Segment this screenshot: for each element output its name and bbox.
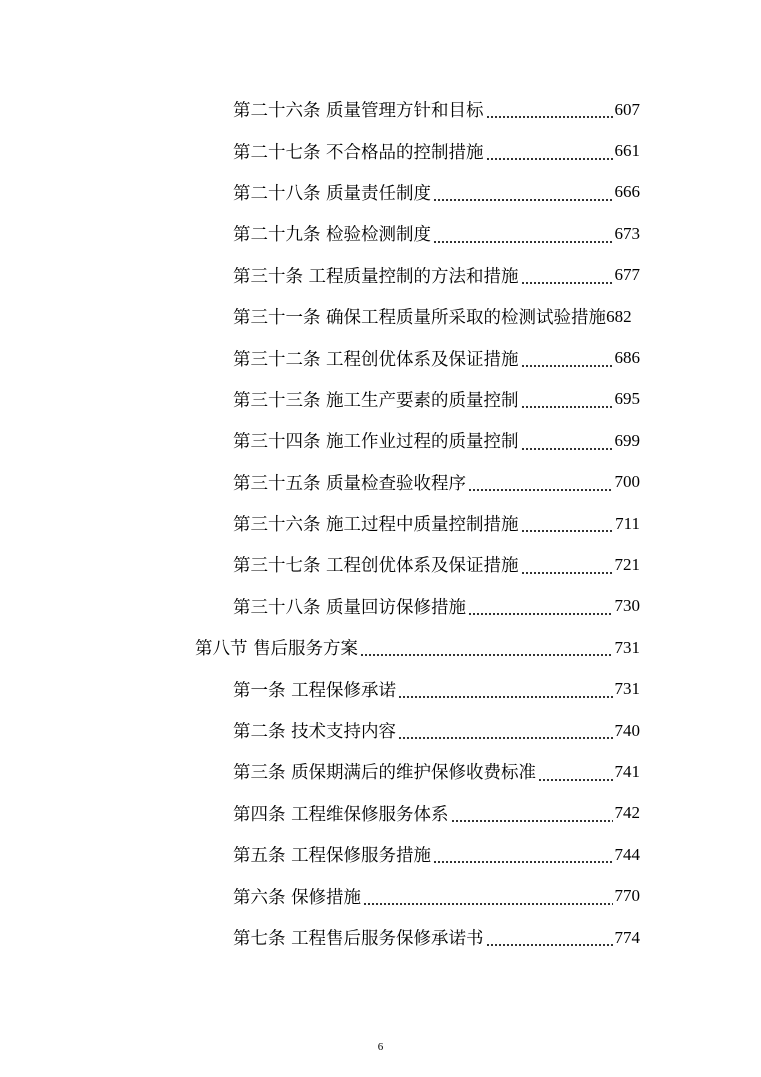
toc-entry[interactable]: [233, 255, 640, 296]
toc-entry[interactable]: [233, 834, 640, 875]
toc-entry[interactable]: [233, 544, 640, 585]
toc-dot-leader: [486, 158, 613, 160]
toc-entry[interactable]: [233, 586, 640, 627]
toc-entry[interactable]: [233, 917, 640, 958]
toc-entry-page: 673: [614, 223, 640, 243]
toc-dot-leader: [363, 903, 612, 905]
toc-entry[interactable]: [233, 668, 640, 709]
page-number: 6: [377, 1041, 384, 1053]
toc-entry-page: 731: [614, 679, 640, 699]
toc-entry[interactable]: [233, 710, 640, 751]
toc-entry-title: 第八节 售后服务方案: [195, 639, 359, 660]
toc-entry-page: 721: [614, 554, 640, 574]
toc-dot-leader: [451, 820, 613, 822]
toc-dot-leader: [538, 779, 612, 781]
toc-dot-leader: [433, 241, 612, 243]
toc-entry-title: 第三十三条 施工生产要素的质量控制: [233, 390, 519, 411]
toc-dot-leader: [521, 365, 613, 367]
toc-entry-page: 774: [614, 927, 640, 947]
toc-dot-leader: [521, 448, 613, 450]
toc-entry[interactable]: [233, 89, 640, 130]
toc-entry[interactable]: [233, 130, 640, 171]
toc-dot-leader: [521, 406, 613, 408]
toc-dot-leader: [433, 861, 612, 863]
table-of-contents: [0, 89, 761, 958]
toc-dot-leader: [486, 116, 613, 118]
toc-entry-title: 第六条 保修措施: [233, 887, 362, 908]
toc-entry-page: 666: [614, 182, 640, 202]
toc-entry-title: 第三十七条 工程创优体系及保证措施: [233, 556, 519, 577]
toc-entry[interactable]: [233, 420, 640, 461]
toc-entry-page: 661: [614, 141, 640, 161]
toc-entry-page: 744: [614, 844, 640, 864]
toc-dot-leader: [486, 944, 613, 946]
toc-entry-page: 699: [614, 430, 640, 450]
toc-entry-title: 第三十四条 施工作业过程的质量控制: [233, 432, 519, 453]
toc-dot-leader: [521, 530, 614, 532]
toc-entry-title: 第二十九条 检验检测制度: [233, 225, 432, 246]
toc-dot-leader: [360, 654, 612, 656]
toc-dot-leader: [521, 572, 613, 574]
toc-entry[interactable]: [233, 337, 640, 378]
toc-entry[interactable]: [233, 379, 640, 420]
toc-entry[interactable]: [233, 213, 640, 254]
toc-entry-title: 第三十二条 工程创优体系及保证措施: [233, 349, 519, 370]
toc-entry-page: 741: [614, 761, 640, 781]
toc-entry[interactable]: [233, 296, 640, 337]
toc-dot-leader: [468, 489, 612, 491]
toc-entry[interactable]: [233, 751, 640, 792]
toc-section-entry[interactable]: [195, 627, 640, 668]
toc-entry-title: 第三十六条 施工过程中质量控制措施: [233, 515, 519, 536]
toc-entry-title: 第三十五条 质量检查验收程序: [233, 473, 467, 494]
toc-entry[interactable]: [233, 875, 640, 916]
toc-entry-page: 700: [614, 472, 640, 492]
toc-entry-page: 677: [614, 265, 640, 285]
toc-entry-page: 607: [614, 99, 640, 119]
toc-dot-leader: [521, 282, 613, 284]
toc-entry-title: 第二十八条 质量责任制度: [233, 183, 432, 204]
toc-entry-title: 第二十六条 质量管理方针和目标: [233, 101, 484, 122]
toc-entry-title: 第四条 工程维保修服务体系: [233, 804, 449, 825]
toc-dot-leader: [398, 696, 612, 698]
toc-entry-title: 第三十一条 确保工程质量所采取的检测试验措施: [233, 308, 607, 329]
toc-entry-page: 770: [614, 886, 640, 906]
toc-entry-title: 第二条 技术支持内容: [233, 722, 397, 743]
toc-entry-page: 740: [614, 720, 640, 740]
toc-entry-page: 686: [614, 348, 640, 368]
toc-entry-title: 第三十条 工程质量控制的方法和措施: [233, 266, 519, 287]
toc-entry-title: 第五条 工程保修服务措施: [233, 846, 432, 867]
toc-entry-page: 682: [606, 306, 632, 326]
toc-entry-title: 第三条 质保期满后的维护保修收费标准: [233, 763, 537, 784]
toc-entry-page: 711: [615, 513, 640, 533]
toc-entry-page: 742: [614, 803, 640, 823]
toc-entry-page: 695: [614, 389, 640, 409]
toc-entry-title: 第七条 工程售后服务保修承诺书: [233, 929, 484, 949]
toc-entry[interactable]: [233, 462, 640, 503]
toc-entry-page: 730: [614, 596, 640, 616]
toc-dot-leader: [433, 199, 612, 201]
toc-entry-page: 731: [614, 637, 640, 657]
toc-entry[interactable]: [233, 172, 640, 213]
toc-entry-title: 第二十七条 不合格品的控制措施: [233, 142, 484, 163]
toc-entry-title: 第一条 工程保修承诺: [233, 680, 397, 701]
toc-entry[interactable]: [233, 503, 640, 544]
toc-entry-title: 第三十八条 质量回访保修措施: [233, 597, 467, 618]
toc-entry[interactable]: [233, 793, 640, 834]
toc-dot-leader: [468, 613, 612, 615]
toc-dot-leader: [398, 737, 612, 739]
